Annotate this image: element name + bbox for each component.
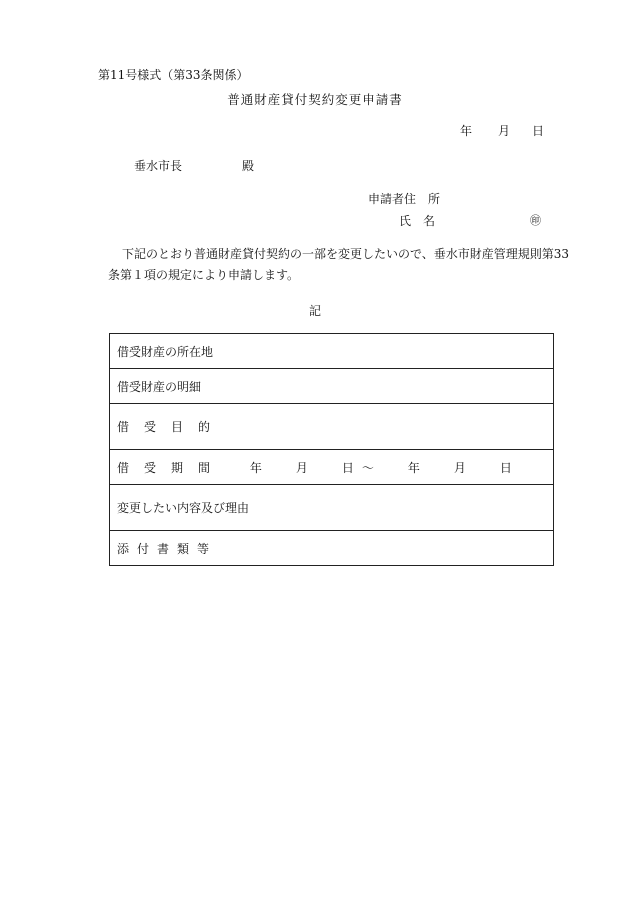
date-day: 日	[532, 124, 545, 138]
end-month: 月	[453, 460, 466, 475]
start-day: 日	[341, 460, 354, 475]
attach-char: 類	[177, 541, 190, 556]
cell-change-reason: 変更したい内容及び理由	[110, 485, 554, 531]
cell-period	[110, 450, 554, 485]
start-month: 月	[295, 460, 308, 475]
body-text	[108, 244, 573, 286]
seal-mark: ㊞	[530, 214, 541, 227]
addressee-honorific: 殿	[242, 159, 255, 173]
end-year: 年	[407, 460, 420, 475]
period-label	[117, 459, 227, 476]
purpose-char: 借	[117, 420, 130, 434]
date-line	[460, 122, 544, 139]
attach-char: 付	[137, 541, 150, 556]
cell-attachments	[110, 531, 554, 566]
cell-purpose	[110, 404, 554, 450]
purpose-char: 的	[198, 420, 211, 434]
addressee	[134, 157, 254, 174]
addressee-name: 垂水市長	[134, 159, 183, 173]
date-month: 月	[498, 124, 511, 138]
document-title: 普通財産貸付契約変更申請書	[227, 92, 403, 107]
body-text-content: 下記のとおり普通財産貸付契約の一部を変更したいので、垂水市財産管理規則第33条第１項の規定により申請します。	[108, 247, 570, 282]
cell-details: 借受財産の明細	[110, 369, 554, 404]
cell-location: 借受財産の所在地	[110, 334, 554, 369]
start-year: 年	[249, 460, 262, 475]
address-label: 住 所	[404, 192, 441, 206]
period-char: 借	[117, 460, 130, 475]
period-separator: ～	[361, 460, 374, 475]
application-table	[109, 333, 554, 566]
purpose-char: 受	[144, 420, 157, 434]
applicant-label: 申請者	[368, 192, 405, 206]
purpose-char: 目	[171, 420, 184, 434]
purpose-label	[117, 420, 210, 434]
period-char: 期	[171, 460, 184, 475]
period-char: 受	[144, 460, 157, 475]
attachments-label	[117, 542, 209, 556]
ki-heading: 記	[308, 304, 321, 318]
period-range	[231, 459, 512, 476]
date-year: 年	[460, 124, 473, 138]
applicant-name-label: 氏 名	[399, 214, 436, 228]
end-day: 日	[499, 460, 512, 475]
period-char: 間	[198, 460, 211, 475]
attach-char: 書	[157, 541, 170, 556]
attach-char: 等	[197, 541, 210, 556]
form-number: 第11号様式（第33条関係）	[98, 68, 249, 82]
attach-char: 添	[117, 541, 130, 556]
applicant-address	[368, 190, 440, 207]
